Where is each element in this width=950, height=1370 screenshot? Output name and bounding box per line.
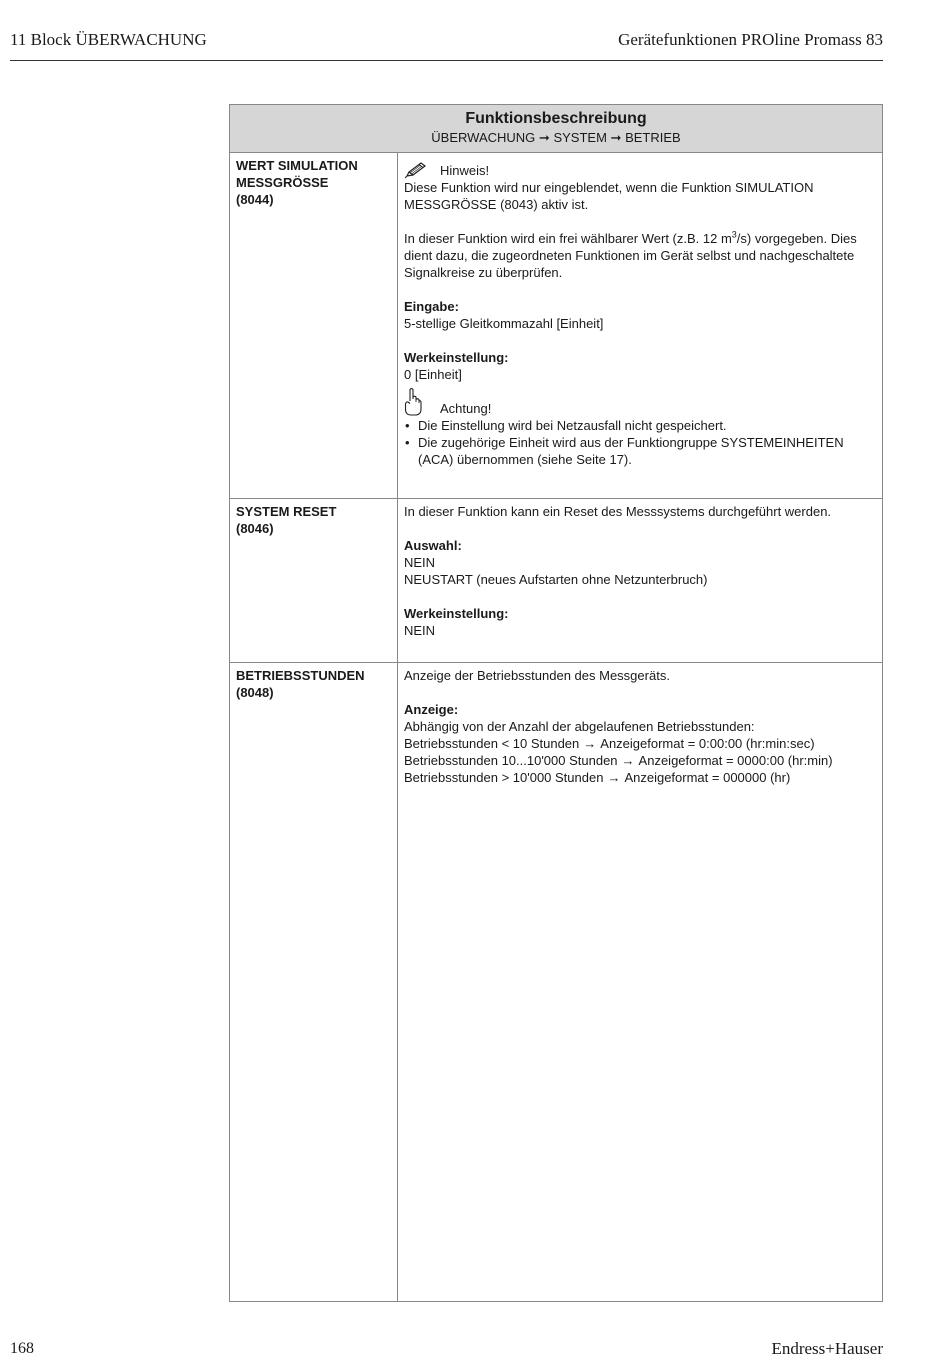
function-name-line: MESSGRÖSSE [236, 175, 329, 190]
function-code: (8048) [236, 685, 274, 700]
function-code: (8046) [236, 521, 274, 536]
function-name-line: WERT SIMULATION [236, 158, 358, 173]
default-label: Werkeinstellung: [404, 606, 509, 621]
description-intro: In dieser Funktion kann ein Reset des Messsystems durchgeführt werden. [404, 504, 832, 519]
menu-path [230, 129, 882, 146]
right-arrow-icon: → [583, 736, 597, 751]
running-header-left: 11 Block ÜBERWACHUNG [10, 30, 207, 49]
display-condition: Betriebsstunden > 10'000 Stunden [404, 770, 604, 785]
function-code: (8044) [236, 192, 274, 207]
paragraph-text: /s) vorgegeben. Dies dient dazu, die zugeordneten Funktionen im Gerät selbst und nachgeschaltete Signalkreise zu überprüfen. [404, 231, 857, 280]
path-segment-1: ÜBERWACHUNG [431, 130, 536, 145]
display-condition: Betriebsstunden < 10 Stunden [404, 736, 580, 751]
input-label: Eingabe: [404, 299, 459, 314]
path-arrow-icon: ➞ [538, 130, 550, 145]
table-title: Funktionsbeschreibung [465, 110, 647, 127]
display-result: Anzeigeformat = 0000:00 (hr:min) [638, 753, 833, 768]
display-line [404, 735, 876, 752]
choice-label: Auswahl: [404, 538, 462, 553]
path-arrow-icon: ➞ [610, 130, 622, 145]
pointing-hand-icon [404, 387, 422, 417]
warning-heading [404, 387, 876, 417]
display-label: Anzeige: [404, 702, 459, 717]
note-label: Hinweis! [440, 163, 490, 178]
running-header-right: Gerätefunktionen PROline Promass 83 [618, 30, 883, 49]
note-heading [404, 155, 876, 179]
table-row [230, 499, 883, 663]
function-name [230, 153, 398, 499]
function-name-line: SYSTEM RESET [236, 504, 337, 519]
page-number: 168 [10, 1340, 34, 1357]
right-arrow-icon: → [621, 753, 635, 768]
function-description [398, 499, 883, 663]
display-result: Anzeigeformat = 000000 (hr) [624, 770, 791, 785]
table-row [230, 663, 883, 1302]
function-name-line: BETRIEBSSTUNDEN [236, 668, 365, 683]
path-segment-2: SYSTEM [553, 130, 607, 145]
header-rule [10, 60, 883, 61]
function-name [230, 499, 398, 663]
warning-list [404, 417, 876, 468]
display-condition: Betriebsstunden 10...10'000 Stunden [404, 753, 618, 768]
path-segment-3: BETRIEB [625, 130, 681, 145]
display-line [404, 769, 876, 786]
default-value: 0 [Einheit] [404, 367, 462, 382]
display-line [404, 752, 876, 769]
display-result: Anzeigeformat = 0:00:00 (hr:min:sec) [600, 736, 815, 751]
display-intro: Abhängig von der Anzahl der abgelaufenen Betriebsstunden: [404, 719, 755, 734]
table-row [230, 153, 883, 499]
function-description-table [229, 104, 883, 1302]
warning-label: Achtung! [440, 401, 492, 416]
brand-logo: Endress+Hauser [771, 1339, 883, 1358]
function-description [398, 663, 883, 1302]
function-description [398, 153, 883, 499]
description-paragraph [404, 230, 876, 281]
list-item: • Die Einstellung wird bei Netzausfall nicht gespeichert. [404, 417, 876, 434]
description-intro: Anzeige der Betriebsstunden des Messgeräts. [404, 668, 670, 683]
table-header [230, 105, 883, 153]
right-arrow-icon: → [607, 770, 621, 785]
choice-option: NEUSTART (neues Aufstarten ohne Netzunterbruch) [404, 572, 708, 587]
list-item: • Die zugehörige Einheit wird aus der Funktiongruppe SYSTEMEINHEITEN (ACA) übernommen (siehe Seite 17). [404, 434, 876, 468]
input-value: 5-stellige Gleitkommazahl [Einheit] [404, 316, 604, 331]
note-text: Diese Funktion wird nur eingeblendet, wenn die Funktion SIMULATION MESSGRÖSSE (8043) aktiv ist. [404, 180, 814, 212]
superscript: 3 [731, 229, 737, 240]
paragraph-text: In dieser Funktion wird ein frei wählbarer Wert (z.B. 12 m [404, 231, 732, 246]
default-value: NEIN [404, 623, 436, 638]
pencil-icon [404, 161, 428, 179]
choice-option: NEIN [404, 555, 436, 570]
function-name [230, 663, 398, 1302]
default-label: Werkeinstellung: [404, 350, 509, 365]
